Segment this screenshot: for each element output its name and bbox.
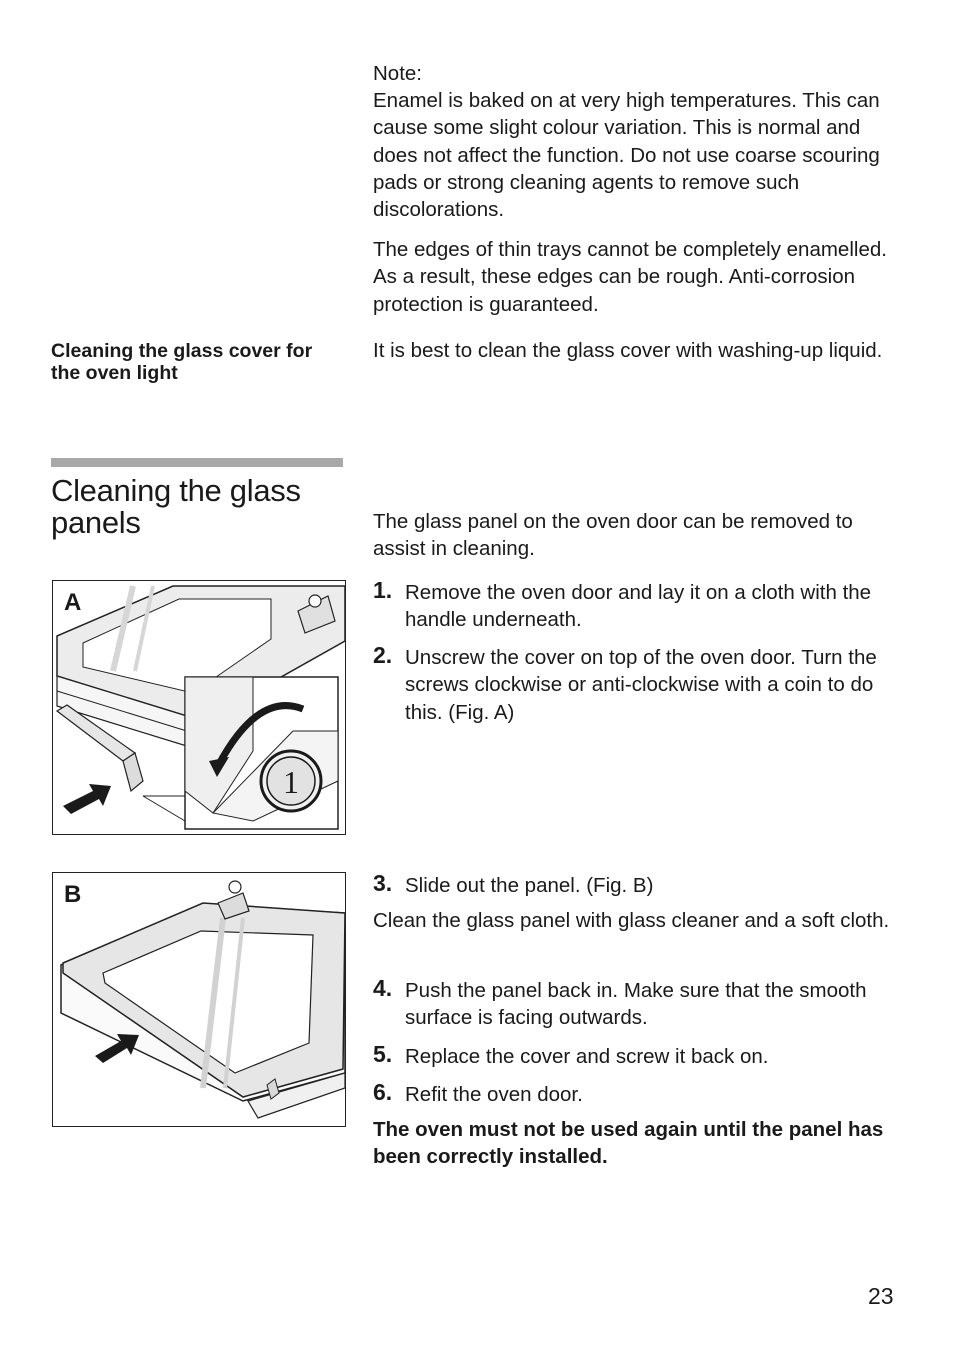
step-5 [373, 1043, 903, 1073]
oven-door-illustration [53, 581, 345, 834]
step-number: 2. [373, 642, 393, 668]
step-3 [373, 872, 903, 902]
step-number: 1. [373, 577, 393, 603]
step-number: 3. [373, 870, 393, 896]
step-text: Refit the oven door. [405, 1083, 583, 1106]
page-number: 23 [868, 1283, 894, 1309]
step-number: 5. [373, 1041, 393, 1067]
coin-numeral: 1 [283, 764, 299, 800]
figure-a [52, 580, 346, 835]
edges-paragraph: The edges of thin trays cannot be completely enamelled. As a result, these edges can be rough. Anti-corrosion protection is guaranteed. [373, 238, 887, 316]
figure-a-label: A [64, 589, 82, 616]
step-number: 4. [373, 975, 393, 1001]
step-number: 6. [373, 1079, 393, 1105]
glass-panel-illustration [53, 873, 345, 1126]
step-text: Replace the cover and screw it back on. [405, 1045, 769, 1068]
step-2 [373, 644, 903, 734]
note-text: Enamel is baked on at very high temperatures. This can cause some slight colour variation. This is normal and does not affect the function. Do not use coarse scouring pads or strong cleaning agents to remove such discolorations. [373, 89, 880, 222]
glass-panels-intro: The glass panel on the oven door can be removed to assist in cleaning. [373, 510, 853, 561]
figure-b-label: B [64, 881, 82, 908]
step-1 [373, 579, 903, 639]
glass-panels-heading: Cleaning the glass panels [51, 473, 301, 540]
note-label: Note: [373, 62, 422, 85]
step-text: Push the panel back in. Make sure that the smooth surface is facing outwards. [405, 979, 867, 1030]
glass-cover-heading: Cleaning the glass cover for the oven light [51, 340, 313, 384]
step-text: Slide out the panel. (Fig. B) [405, 874, 654, 897]
clean-text: Clean the glass panel with glass cleaner and a soft cloth. [373, 909, 890, 932]
step-text: Unscrew the cover on top of the oven door. Turn the screws clockwise or anti-clockwise with a coin to do this. (Fig. A) [405, 646, 877, 724]
step-text: Remove the oven door and lay it on a cloth with the handle underneath. [405, 581, 872, 632]
section-divider [51, 458, 343, 467]
figure-b [52, 872, 346, 1127]
step-6 [373, 1081, 903, 1111]
step-4 [373, 977, 903, 1037]
glass-cover-text: It is best to clean the glass cover with washing-up liquid. [373, 339, 883, 362]
warning-text: The oven must not be used again until the panel has been correctly installed. [373, 1118, 884, 1169]
